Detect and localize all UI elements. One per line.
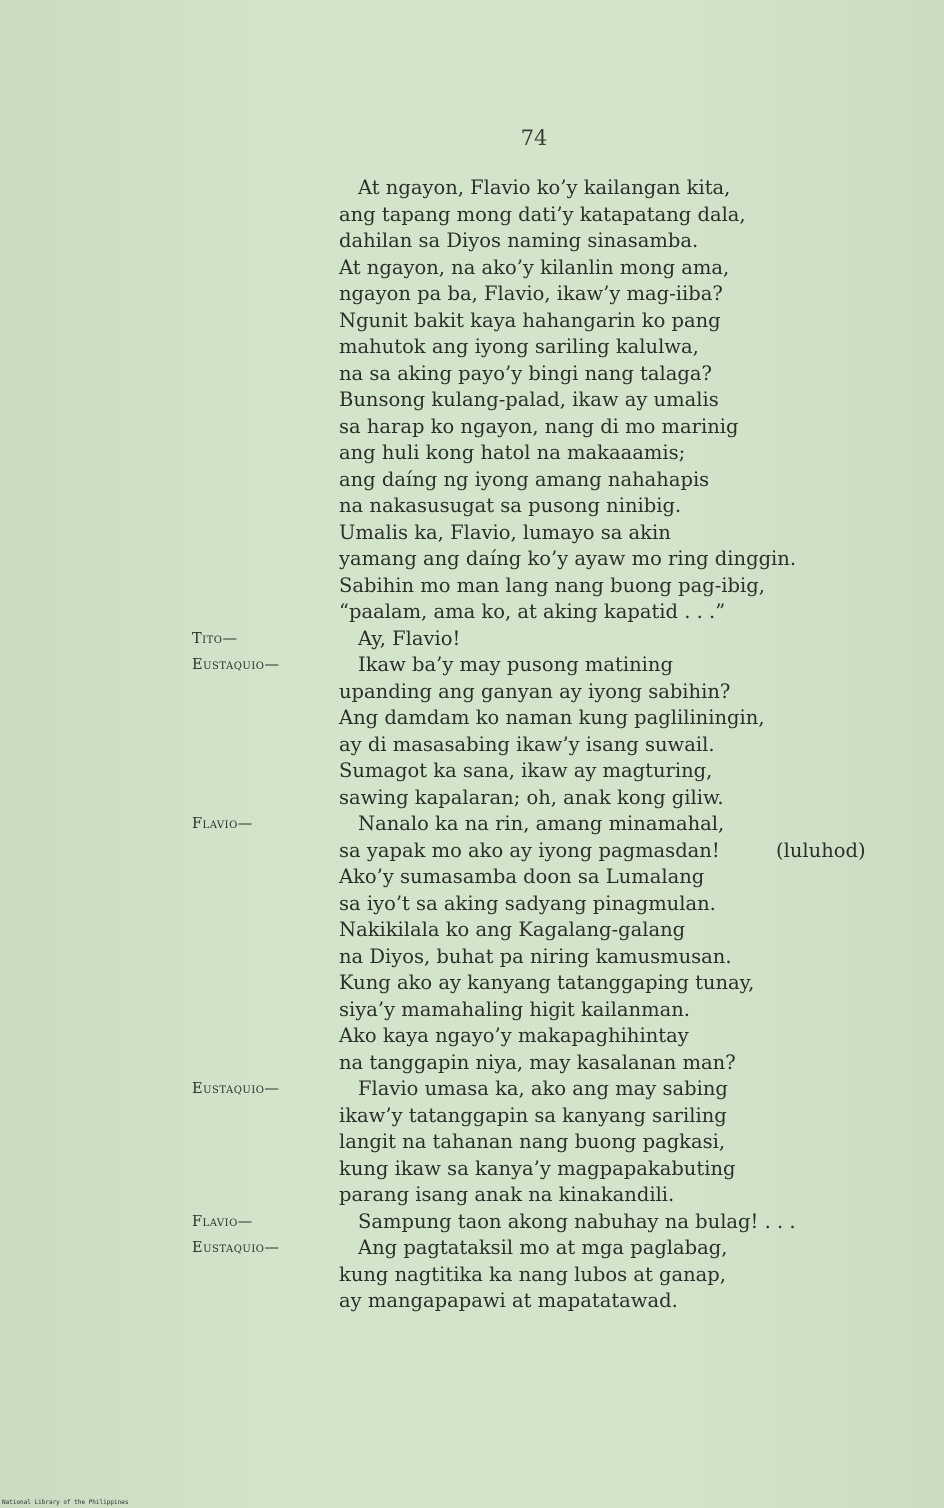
verse-line — [0, 228, 944, 254]
verse-line — [0, 1050, 944, 1076]
verse-line — [0, 440, 944, 466]
verse-line — [0, 944, 944, 970]
stage-direction: (luluhod) — [776, 838, 866, 862]
verse-line — [0, 679, 944, 705]
verse-text: Bunsong kulang-palad, ikaw ay umalis — [339, 388, 719, 411]
verse-line — [0, 281, 944, 307]
verse-line — [0, 1103, 944, 1129]
verse-text: ikaw’y tatanggapin sa kanyang sariling — [339, 1103, 727, 1127]
verse-text: kung ikaw sa kanya’y magpapakabuting — [339, 1156, 736, 1180]
verse-text: Sabihin mo man lang nang buong pag-ibig, — [339, 573, 765, 597]
verse-line — [0, 652, 944, 678]
verse-line — [0, 811, 944, 837]
verse-line — [0, 838, 944, 864]
verse-text: sa iyo’t sa aking sadyang pinagmulan. — [339, 891, 716, 915]
library-credit: National Library of the Philippines — [2, 1499, 129, 1506]
verse-text: mahutok ang iyong sariling kalulwa, — [339, 335, 699, 358]
verse-text: Nakikilala ko ang Kagalang-galang — [339, 918, 686, 941]
verse-line — [0, 1023, 944, 1049]
verse-line — [0, 414, 944, 440]
verse-text: ang tapang mong dati’y katapatang dala, — [339, 202, 746, 226]
verse-text: ay mangapapawi at mapatatawad. — [339, 1289, 678, 1312]
verse-text: Ang damdam ko naman kung pagliliningin, — [339, 706, 765, 729]
verse-text: ay di masasabing ikaw’y isang suwail. — [339, 732, 715, 756]
verse-text: Flavio umasa ka, ako ang may sabing — [358, 1077, 728, 1100]
verse-text: na Diyos, buhat pa niring kamusmusan. — [339, 944, 732, 968]
verse-text: ngayon pa ba, Flavio, ikaw’y mag-iiba? — [339, 282, 723, 305]
verse-text: Ako kaya ngayo’y makapaghihintay — [339, 1024, 689, 1047]
verse-line — [0, 785, 944, 811]
verse-text: upanding ang ganyan ay iyong sabihin? — [339, 679, 731, 703]
speaker-name: Eustaquio— — [192, 1240, 280, 1256]
verse-text: Sampung taon akong nabuhay na bulag! . . . — [358, 1209, 796, 1233]
page-number: 74 — [520, 126, 548, 150]
verse-text: Ay, Flavio! — [358, 626, 461, 650]
verse-line — [0, 997, 944, 1023]
verse-text: na tanggapin niya, may kasalanan man? — [339, 1050, 736, 1074]
verse-line — [0, 1076, 944, 1102]
verse-text: na sa aking payo’y bingi nang talaga? — [339, 361, 712, 385]
verse-line — [0, 520, 944, 546]
verse-line — [0, 573, 944, 599]
verse-text: “paalam, ama ko, at aking kapatid . . .” — [339, 600, 726, 623]
verse-line — [0, 493, 944, 519]
verse-text: sawing kapalaran; oh, anak kong giliw. — [339, 785, 724, 809]
verse-line — [0, 467, 944, 493]
verse-line — [0, 732, 944, 758]
verse-line — [0, 255, 944, 281]
verse-line — [0, 334, 944, 360]
verse-line — [0, 202, 944, 228]
speaker-name: Flavio— — [192, 816, 253, 832]
verse-text: Kung ako ay kanyang tatanggaping tunay, — [339, 971, 755, 994]
verse-text: Sumagot ka sana, ikaw ay magturing, — [339, 759, 713, 782]
verse-text: parang isang anak na kinakandili. — [339, 1183, 675, 1206]
verse-text: yamang ang daíng ko’y ayaw mo ring dinggin. — [339, 547, 797, 570]
verse-line — [0, 1182, 944, 1208]
verse-line — [0, 308, 944, 334]
verse-text: Ang pagtataksil mo at mga paglabag, — [358, 1236, 728, 1259]
verse-line — [0, 546, 944, 572]
verse-text: ang daíng ng iyong amang nahahapis — [339, 467, 710, 491]
speaker-name: Flavio— — [192, 1213, 253, 1230]
verse-text: Ngunit bakit kaya hahangarin ko pang — [339, 308, 721, 332]
verse-line — [0, 705, 944, 731]
verse-text: sa harap ko ngayon, nang di mo marinig — [339, 414, 739, 438]
verse-text: ang huli kong hatol na makaaamis; — [339, 441, 686, 464]
verse-line — [0, 361, 944, 387]
verse-text: At ngayon, Flavio ko’y kailangan kita, — [358, 176, 731, 199]
verse-line — [0, 1262, 944, 1288]
verse-text: sa yapak mo ako ay iyong pagmasdan! — [339, 838, 720, 862]
verse-line — [0, 1288, 944, 1314]
verse-line — [0, 1156, 944, 1182]
verse-text: Ako’y sumasamba doon sa Lumalang — [339, 865, 705, 888]
verse-text: na nakasusugat sa pusong ninibig. — [339, 494, 682, 517]
verse-text: At ngayon, na ako’y kilanlin mong ama, — [339, 255, 730, 279]
verse-line — [0, 1129, 944, 1155]
verse-text: kung nagtitika ka nang lubos at ganap, — [339, 1262, 726, 1286]
verse-text: Ikaw ba’y may pusong matining — [358, 653, 673, 676]
verse-line — [0, 970, 944, 996]
speaker-name: Tito— — [192, 630, 238, 647]
verse-line — [0, 758, 944, 784]
verse-text: dahilan sa Diyos naming sinasamba. — [339, 229, 699, 252]
verse-text: Nanalo ka na rin, amang minamahal, — [358, 812, 725, 835]
verse-text: Umalis ka, Flavio, lumayo sa akin — [339, 520, 671, 544]
verse-line — [0, 175, 944, 201]
verse-line — [0, 917, 944, 943]
verse-line — [0, 626, 944, 652]
verse-text: siya’y mamahaling higit kailanman. — [339, 997, 690, 1021]
verse-line — [0, 891, 944, 917]
verse-line — [0, 1235, 944, 1261]
verse-line — [0, 599, 944, 625]
verse-text: langit na tahanan nang buong pagkasi, — [339, 1130, 726, 1153]
verse-line — [0, 387, 944, 413]
speaker-name: Eustaquio— — [192, 1081, 280, 1097]
verse-line — [0, 1209, 944, 1235]
verse-line — [0, 864, 944, 890]
speaker-name: Eustaquio— — [192, 657, 280, 673]
